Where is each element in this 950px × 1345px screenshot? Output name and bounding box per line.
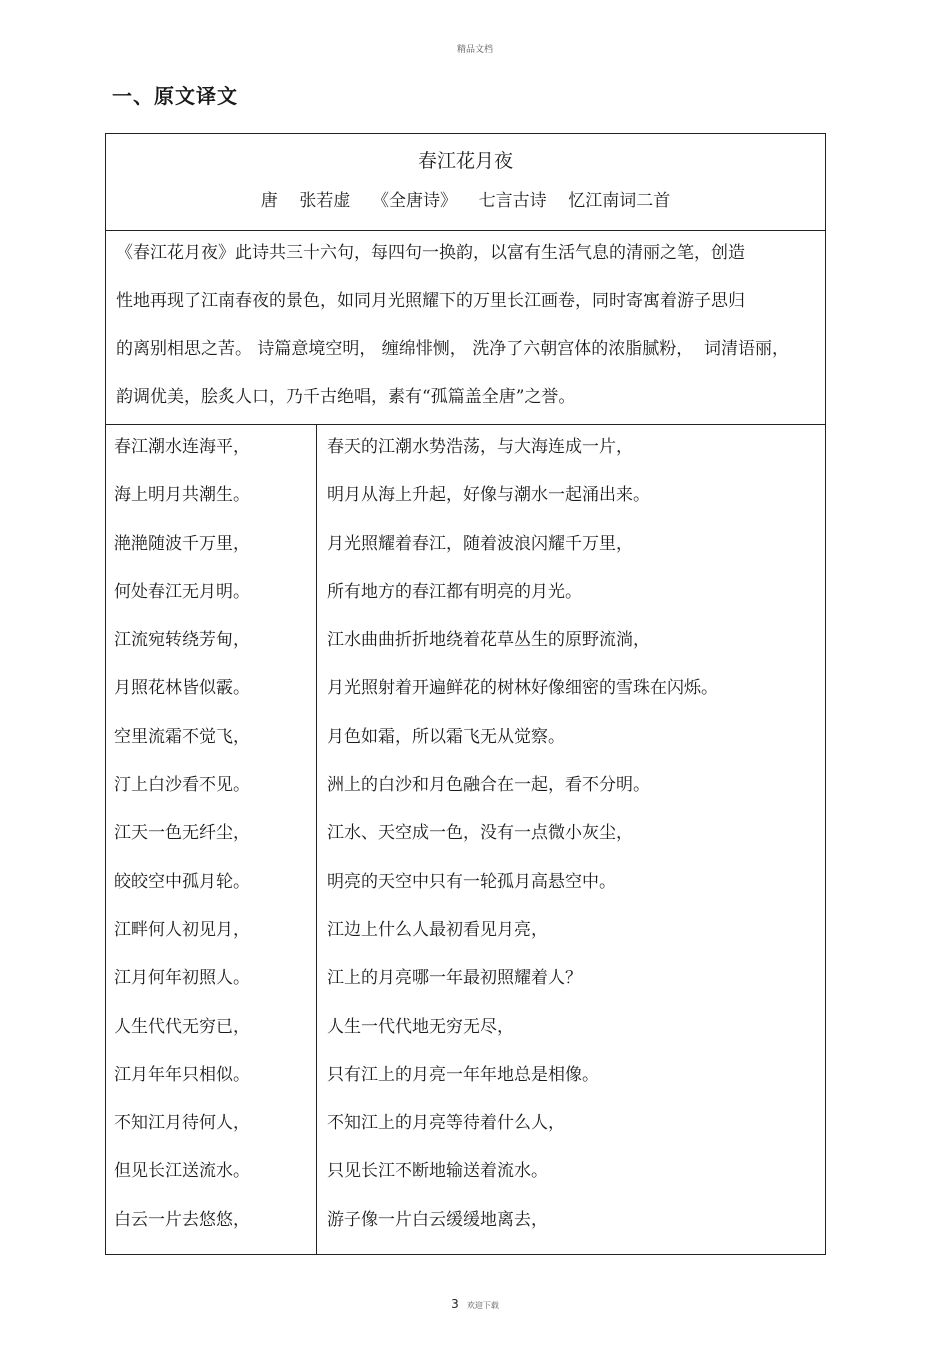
translation-line: 洲上的白沙和月色融合在一起，看不分明。 bbox=[327, 775, 650, 796]
translation-line: 明月从海上升起，好像与潮水一起涌出来。 bbox=[327, 485, 650, 506]
translation-line: 月光照射着开遍鲜花的树林好像细密的雪珠在闪烁。 bbox=[327, 678, 718, 699]
translation-line: 江上的月亮哪一年最初照耀着人？ bbox=[327, 968, 582, 989]
intro-line: 性地再现了江南春夜的景色，如同月光照耀下的万里长江画卷，同时寄寓着游子思归 bbox=[116, 291, 745, 311]
original-column bbox=[106, 425, 317, 1254]
original-line: 江月年年只相似。 bbox=[114, 1064, 250, 1085]
intro-line: 的离别相思之苦。 诗篇意境空明， 缠绵悱恻， 洗净了六朝宫体的浓脂腻粉， 词清语丽， bbox=[116, 339, 790, 359]
original-line: 滟滟随波千万里， bbox=[114, 533, 250, 554]
translation-line: 明亮的天空中只有一轮孤月高悬空中。 bbox=[327, 871, 616, 892]
page-header-note: 精品文档 bbox=[456, 45, 493, 55]
intro-line: 《春江花月夜》此诗共三十六句，每四句一换韵，以富有生活气息的清丽之笔，创造 bbox=[116, 243, 745, 263]
footer-note: 欢迎下载 bbox=[466, 1301, 499, 1310]
original-line: 海上明月共潮生。 bbox=[114, 485, 250, 506]
translation-column bbox=[317, 425, 825, 1254]
translation-line: 月光照耀着春江，随着波浪闪耀千万里， bbox=[327, 533, 633, 554]
translation-line: 春天的江潮水势浩荡，与大海连成一片， bbox=[327, 437, 633, 457]
page-number: 3 bbox=[451, 1297, 459, 1311]
translation-line: 只有江上的月亮一年年地总是相像。 bbox=[327, 1064, 599, 1085]
original-line: 春江潮水连海平， bbox=[114, 437, 250, 457]
original-line: 江月何年初照人。 bbox=[114, 968, 250, 989]
section-heading: 一、原文译文 bbox=[112, 84, 238, 108]
translation-line: 江水曲曲折折地绕着花草丛生的原野流淌， bbox=[327, 630, 650, 651]
original-line: 江天一色无纤尘， bbox=[114, 823, 250, 844]
poem-title: 春江花月夜 bbox=[417, 150, 513, 172]
poem-table bbox=[105, 133, 826, 1255]
original-line: 江流宛转绕芳甸， bbox=[114, 630, 250, 651]
original-line: 但见长江送流水。 bbox=[114, 1161, 250, 1182]
translation-line: 人生一代代地无穷无尽， bbox=[327, 1016, 514, 1037]
page-footer bbox=[0, 1293, 950, 1312]
original-line: 白云一片去悠悠， bbox=[114, 1209, 250, 1230]
poem-title-block bbox=[106, 134, 825, 231]
translation-line: 游子像一片白云缓缓地离去， bbox=[327, 1209, 548, 1230]
original-line: 空里流霜不觉飞， bbox=[114, 726, 250, 747]
poem-meta: 唐 张若虚 《全唐诗》 七言古诗 忆江南词二首 bbox=[260, 191, 671, 211]
original-line: 江畔何人初见月， bbox=[114, 919, 250, 940]
original-line: 何处春江无月明。 bbox=[114, 581, 250, 602]
original-line: 人生代代无穷已， bbox=[114, 1016, 250, 1037]
translation-line: 江水、天空成一色，没有一点微小灰尘， bbox=[327, 823, 633, 844]
original-line: 不知江月待何人， bbox=[114, 1113, 250, 1134]
translation-line: 所有地方的春江都有明亮的月光。 bbox=[327, 581, 582, 602]
poem-intro bbox=[106, 231, 825, 425]
translation-line: 江边上什么人最初看见月亮， bbox=[327, 919, 548, 940]
translation-line: 只见长江不断地输送着流水。 bbox=[327, 1161, 548, 1182]
translation-line: 月色如霜，所以霜飞无从觉察。 bbox=[327, 726, 565, 747]
poem-lines-block bbox=[106, 425, 825, 1254]
original-line: 皎皎空中孤月轮。 bbox=[114, 871, 250, 892]
intro-line: 韵调优美，脍炙人口，乃千古绝唱，素有“孤篇盖全唐”之誉。 bbox=[116, 387, 576, 407]
translation-line: 不知江上的月亮等待着什么人， bbox=[327, 1113, 565, 1134]
original-line: 汀上白沙看不见。 bbox=[114, 775, 250, 796]
original-line: 月照花林皆似霰。 bbox=[114, 678, 250, 699]
